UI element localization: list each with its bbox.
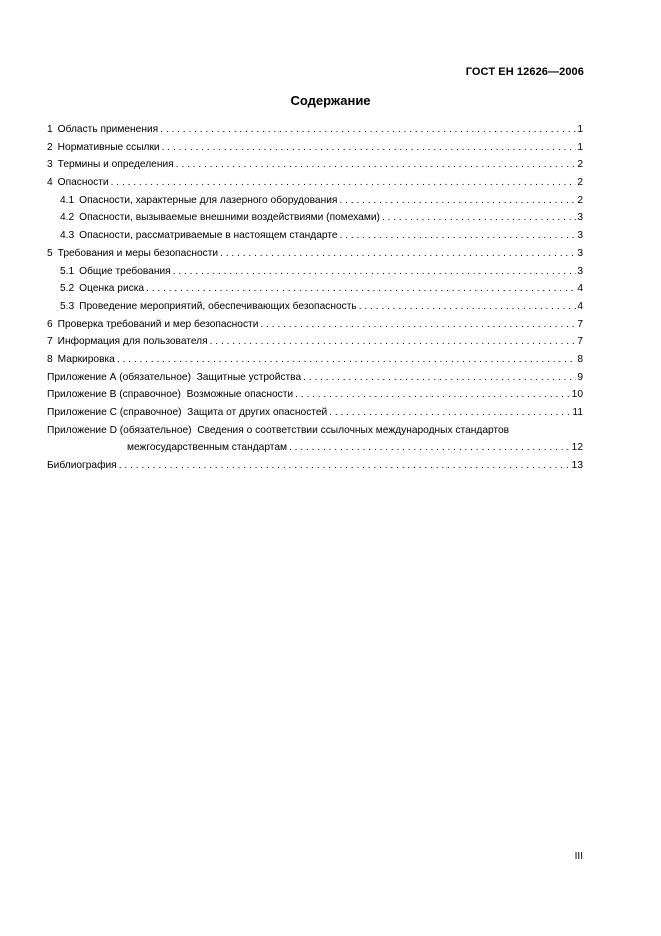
toc-entry-appendix-c[interactable] <box>47 404 583 422</box>
leader-dots <box>340 227 577 245</box>
toc-entry-appendix-d[interactable] <box>47 422 583 457</box>
toc-entry-text: Опасности, рассматриваемые в настоящем стандарте <box>79 230 338 242</box>
toc-entry-4-2[interactable] <box>47 209 583 227</box>
toc-entry-7[interactable] <box>47 333 583 351</box>
toc-entry-page: 3 <box>577 265 583 277</box>
toc-entry-text: Маркировка <box>57 353 115 365</box>
toc-entry-2[interactable] <box>47 139 583 157</box>
toc-entry-4-3[interactable] <box>47 227 583 245</box>
toc-entry-page: 1 <box>577 141 583 153</box>
toc-entry-page: 3 <box>577 230 583 242</box>
leader-dots <box>220 245 576 263</box>
toc-entry-5-1[interactable] <box>47 263 583 281</box>
toc-entry-text-line2: межгосударственным стандартам <box>127 442 287 454</box>
toc-entry-text: Приложение С (справочное) Защита от других опасностей <box>47 407 328 418</box>
toc-entry-5[interactable] <box>47 245 583 263</box>
leader-dots <box>289 439 571 457</box>
toc-entry-text: Приложение А (обязательное) Защитные устройства <box>47 371 302 383</box>
toc-entry-number: 1 <box>47 124 53 135</box>
toc-entry-text: Опасности <box>57 177 109 189</box>
leader-dots <box>176 156 577 174</box>
toc-entry-text: Опасности, характерные для лазерного оборудования <box>79 194 338 206</box>
toc-entry-number: 4.1 <box>60 194 75 206</box>
leader-dots <box>162 139 577 157</box>
toc-entry-text: Общие требования <box>79 265 171 277</box>
toc-entry-number: 7 <box>47 336 53 348</box>
leader-dots <box>329 404 571 422</box>
leader-dots <box>295 386 571 404</box>
toc-entry-number: 5.3 <box>60 300 75 312</box>
toc-entry-page: 7 <box>577 336 583 348</box>
leader-dots <box>160 121 576 139</box>
toc-entry-text: Библиография <box>47 460 117 472</box>
toc-entry-appendix-b[interactable] <box>47 386 583 404</box>
toc-entry-text: Опасности, вызываемые внешними воздействиями (помехами) <box>79 212 380 224</box>
toc-entry-6[interactable] <box>47 316 583 334</box>
toc-entry-page: 13 <box>571 460 583 472</box>
toc-entry-text: Требования и меры безопасности <box>57 247 219 259</box>
toc-entry-page: 9 <box>577 371 583 383</box>
toc-entry-4[interactable] <box>47 174 583 192</box>
toc-entry-appendix-a[interactable] <box>47 369 583 387</box>
toc-entry-page: 7 <box>577 318 583 330</box>
leader-dots <box>339 192 576 210</box>
toc-entry-text: Нормативные ссылки <box>57 141 160 153</box>
leader-dots <box>173 263 577 281</box>
toc-entry-number: 5.1 <box>60 265 75 277</box>
toc-entry-number: 4.2 <box>60 212 75 224</box>
toc-entry-number: 8 <box>47 353 53 365</box>
leader-dots <box>146 280 576 298</box>
toc-entry-page: 8 <box>577 353 583 365</box>
toc-entry-text: Оценка риска <box>79 283 145 295</box>
toc-entry-5-2[interactable] <box>47 280 583 298</box>
toc-entry-page: 2 <box>577 177 583 189</box>
leader-dots <box>359 298 577 316</box>
leader-dots <box>260 316 576 334</box>
leader-dots <box>303 369 576 387</box>
toc-entry-page: 1 <box>577 124 583 135</box>
toc-entry-page: 10 <box>571 389 583 401</box>
toc-entry-text-line1: Приложение D (обязательное) Сведения о соответствии ссылочных международных стандартов <box>47 424 510 436</box>
toc-entry-page: 4 <box>577 283 583 295</box>
toc-entry-4-1[interactable] <box>47 192 583 210</box>
toc-entry-text: Термины и определения <box>57 159 174 171</box>
toc-entry-5-3[interactable] <box>47 298 583 316</box>
document-code: ГОСТ ЕН 12626—2006 <box>465 66 584 78</box>
toc-entry-text: Информация для пользователя <box>57 336 208 348</box>
toc-entry-number: 5 <box>47 247 53 259</box>
toc-entry-page: 12 <box>571 442 583 454</box>
toc-entry-number: 4.3 <box>60 230 75 242</box>
table-of-contents <box>47 121 583 475</box>
toc-entry-page: 2 <box>577 194 583 206</box>
toc-entry-page: 2 <box>577 159 583 171</box>
toc-entry-number: 6 <box>47 318 53 330</box>
toc-entry-number: 2 <box>47 141 53 153</box>
toc-entry-page: 3 <box>577 212 583 224</box>
toc-entry-text: Область применения <box>57 124 159 135</box>
toc-entry-number: 3 <box>47 159 53 171</box>
toc-entry-3[interactable] <box>47 156 583 174</box>
toc-entry-text: Проверка требований и мер безопасности <box>57 318 259 330</box>
leader-dots <box>210 333 577 351</box>
leader-dots <box>117 351 576 369</box>
leader-dots <box>382 209 576 227</box>
toc-title: Содержание <box>290 93 371 108</box>
page-number: III <box>574 851 583 862</box>
toc-entry-page: 4 <box>577 300 583 312</box>
leader-dots <box>119 457 571 475</box>
toc-entry-1[interactable] <box>47 121 583 139</box>
leader-dots <box>111 174 577 192</box>
toc-entry-number: 4 <box>47 177 53 189</box>
toc-entry-text: Приложение В (справочное) Возможные опасности <box>47 389 294 401</box>
toc-entry-number: 5.2 <box>60 283 75 295</box>
toc-entry-8[interactable] <box>47 351 583 369</box>
toc-entry-bibliography[interactable] <box>47 457 583 475</box>
toc-entry-page: 11 <box>572 407 583 418</box>
toc-entry-page: 3 <box>577 247 583 259</box>
toc-entry-text: Проведение мероприятий, обеспечивающих безопасность <box>79 300 357 312</box>
